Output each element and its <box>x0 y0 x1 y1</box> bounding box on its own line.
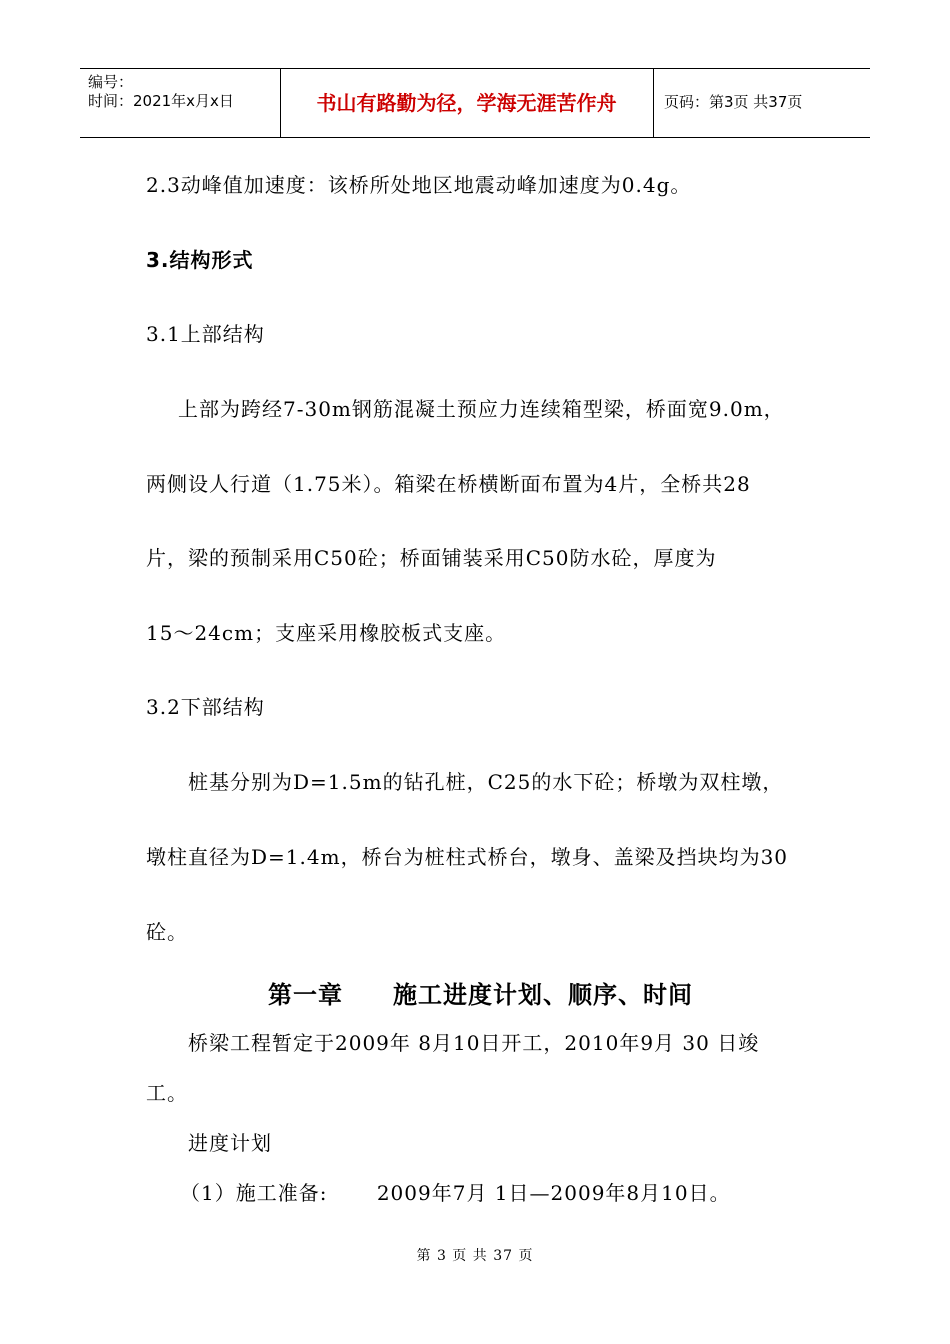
document-number-label: 编号： <box>88 73 134 91</box>
paragraph-line: 桩基分别为D=1.5m的钻孔桩，C25的水下砼；桥墩为双柱墩， <box>188 770 784 794</box>
header-page-info: 页码：第3页 共37页 <box>664 93 803 111</box>
paragraph-line: 工。 <box>146 1081 188 1105</box>
page-header <box>80 68 870 138</box>
header-motto: 书山有路勤为径，学海无涯苦作舟 <box>316 91 617 115</box>
plan-heading: 进度计划 <box>188 1131 272 1155</box>
paragraph-line: 两侧设人行道（1.75米）。箱梁在桥横断面布置为4片，全桥共28 <box>146 472 751 496</box>
header-page-cell <box>654 69 870 137</box>
paragraph-line: 墩柱直径为D=1.4m，桥台为桩柱式桥台，墩身、盖梁及挡块均为30 <box>146 845 789 869</box>
paragraph-line: 2.3动峰值加速度：该桥所处地区地震动峰加速度为0.4g。 <box>146 173 692 197</box>
header-motto-cell <box>280 69 654 137</box>
paragraph-line: 砼。 <box>146 920 188 944</box>
page-footer: 第 3 页 共 37 页 <box>416 1248 534 1264</box>
subsection-heading: 3.2下部结构 <box>146 695 265 719</box>
document-time-label: 时间：2021年x月x日 <box>88 92 234 110</box>
paragraph-line: 15～24cm；支座采用橡胶板式支座。 <box>146 621 507 645</box>
header-meta-cell <box>80 69 281 137</box>
chapter-title: 第一章 施工进度计划、顺序、时间 <box>268 981 693 1009</box>
subsection-heading: 3.1上部结构 <box>146 322 265 346</box>
paragraph-line: 桥梁工程暂定于2009年 8月10日开工，2010年9月 30 日竣 <box>188 1031 760 1055</box>
paragraph-line: 上部为跨经7-30m钢筋混凝土预应力连续箱型梁，桥面宽9.0m， <box>178 397 785 421</box>
paragraph-line: 片，梁的预制采用C50砼；桥面铺装采用C50防水砼，厚度为 <box>146 546 717 570</box>
section-heading: 3.结构形式 <box>146 248 254 272</box>
plan-item: （1）施工准备: 2009年7月 1日—2009年8月10日。 <box>180 1181 731 1205</box>
